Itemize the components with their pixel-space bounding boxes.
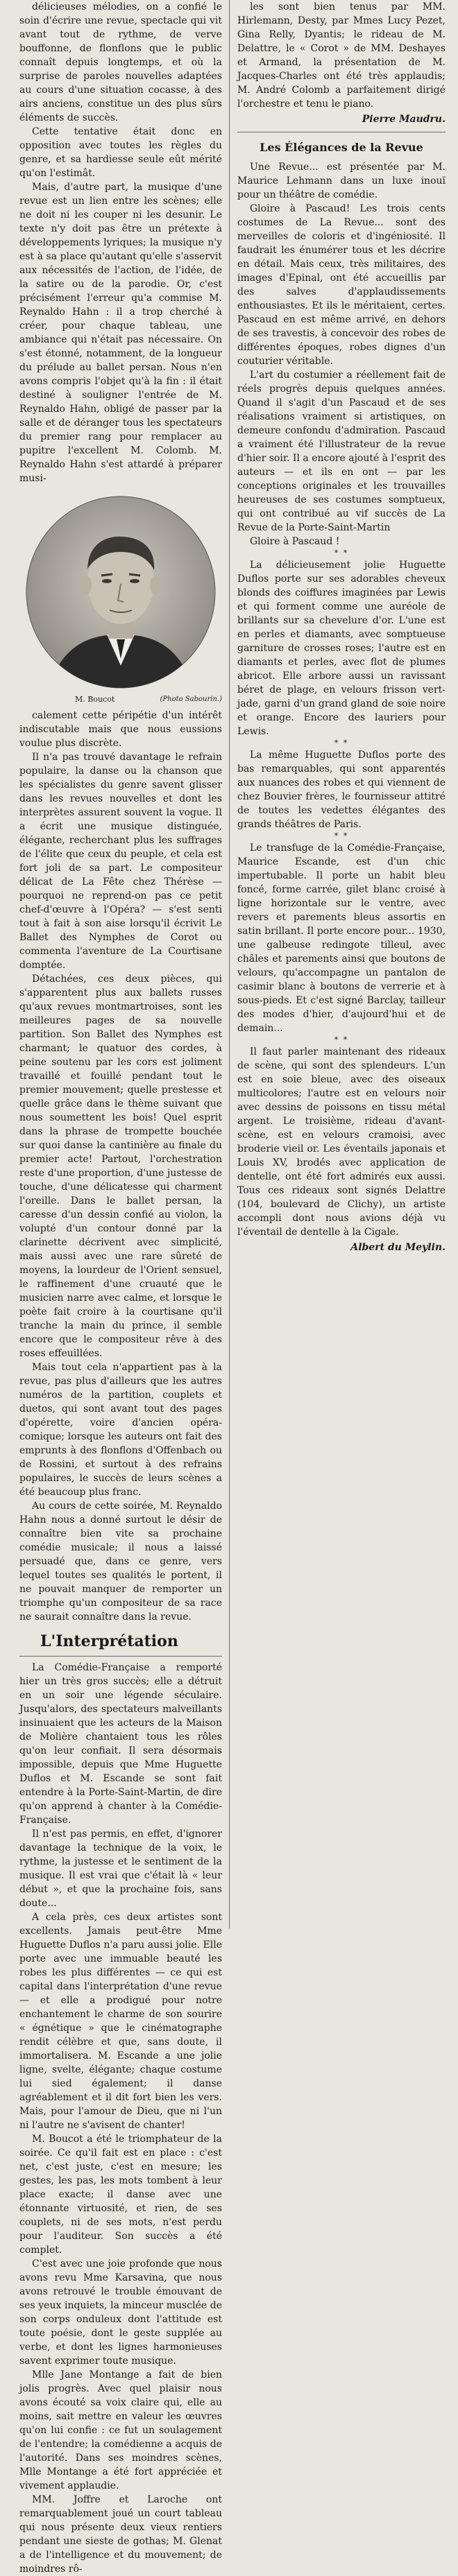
paragraph: Il n'est pas permis, en effet, d'ignorer davantage la technique de la voix, le rythme, la justesse et le sentiment de la musique. Il est vrai que c'était là « leur début », et que la prochaine fois, sans doute... (19, 1829, 222, 1909)
paragraph: Mais, d'autre part, la musique d'une revue est un lien entre les scènes; elle ne doit ni les couper ni les desunir. Le texte n'y doit pas être un prétexte à développements lyriques; la musique n'y est à sa place qu'autant qu'elle s'asservit aux nécessités de l'action, de l'idée, de la satire ou de la parodie. Or, c'est précisément l'erreur qu'a commise M. Reynaldo Hahn : il a trop cherché à créer, pour chaque tableau, une ambiance qui n'était pas nécessaire. On s'est étonné, notamment, de la longueur du prélude au ballet persan. Nous n'en avons compris l'objet qu'à la fin : il était destiné à souligner l'entrée de M. Reynaldo Hahn, obligé de passer par la salle et de déranger tous les spectateurs du premier rang pour remplacer au pupitre l'excellent M. Colomb. M. Reynaldo Hahn s'est attardé à préparer musi- (19, 182, 222, 484)
right-column (237, 0, 446, 1928)
separator-stars: * * (334, 738, 349, 747)
paragraph: La Comédie-Française a remporté hier un très gros succès; elle a détruit en un soir une légende séculaire. Jusqu'alors, des spectateurs malveillants insinuaient que les acteurs de la Maison de Molière chantaient tous les rôles qu'on leur confiait. Il sera désormais impossible, depuis que Mme Huguette Duflos et M. Escande se sont fait entendre à la Porte-Saint-Martin, de dire qu'on apprend à chanter à la Comédie-Française. (19, 1662, 222, 1826)
section-title-interpretation: L'Interprétation (40, 1632, 178, 1650)
paragraph: les sont bien tenus par MM. Hirlemann, Desty, par Mmes Lucy Pezet, Gina Relly, Dyantis; le rideau de M. Delattre, le « Corot » de MM. Deshayes et Armand, la présentation de M. Jacques-Charles ont été très applaudis; M. André Colomb a parfaitement dirigé l'orchestre et tenu le piano. (237, 1, 446, 110)
paragraph: M. Boucot a été le triomphateur de la soirée. Ce qu'il fait est en place : c'est net, c'est juste, c'est en mesure; les gestes, les pas, les mots tombent à leur place exacte; il danse avec une étonnante virtuosité, et rien, de ses couplets, ni de ses mots, n'est perdu pour l'auditeur. Son succès a été complet. (19, 2134, 222, 2256)
section-divider (19, 1656, 222, 1657)
paragraph: La même Huguette Duflos porte des bas remarquables, qui sont apparentés aux nuances des robes et qui viennent de chez Bouvier frères, le fournisseur attitré de toutes les vedettes élégantes des grands théâtres de Paris. (237, 750, 446, 830)
paragraph: Au cours de cette soirée, M. Reynaldo Hahn nous a donné surtout le désir de connaître bien vite sa prochaine comédie musicale; il nous a laissé persuadé que, dans ce genre, vers lequel toutes ses qualités le portent, il ne pouvait manquer de remporter un triomphe qu'un compositeur de sa race ne saurait connaître dans la revue. (19, 1501, 222, 1623)
paragraph: Il faut parler maintenant des rideaux de scène, qui sont des splendeurs. L'un est en soie bleue, avec des oiseaux multicolores; l'autre est en velours noir avec dessins de poissons en tissu métal argent. Le troisième, rideau d'avant-scène, est en velours cramoisi, avec broderie vieil or. Les éventails japonais et Louis XV, brodés avec application de dentelle, ont été fort admirés eux aussi. Tous ces rideaux sont signés Delattre (104, boulevard de Clichy), un artiste accompli dont nous avions déjà vu l'éventail de dentelle à la Cigale. (237, 1046, 446, 1238)
paragraph: calement cette péripétie d'un intérêt indiscutable mais que nous eussions voulue plus discrète. (19, 710, 222, 749)
paragraph: Mlle Jane Montange a fait de bien jolis progrès. Avec quel plaisir nous avons écouté sa voix claire qui, elle au moins, sait mettre en valeur les œuvres qu'on lui confie : ce fut un soulagement de l'entendre; la comédienne a acquis de l'autorité. Dans ses moindres scènes, Mlle Montange a été fort appréciée et vivement applaudie. (19, 2369, 222, 2491)
boucot-portrait (19, 492, 222, 692)
portrait-photo (19, 492, 222, 692)
paragraph: délicieuses mélodies, on a confié le soin d'écrire une revue, spectacle qui vit avant tout de rythme, de verve bouffonne, de flonflons que le public connaît depuis longtemps, et où la surprise de paroles nouvelles adaptées au cours d'une situation cocasse, à des airs anciens, constitue un des plus sûrs éléments de succès. (19, 1, 222, 123)
column-divider (229, 0, 230, 1928)
section-title-elegances: Les Élégances de la Revue (260, 141, 423, 154)
author-signature: Albert du Meylin. (350, 1242, 446, 1253)
caption-name: M. Boucot (75, 695, 115, 704)
paragraph: Détachées, ces deux pièces, qui s'apparentent plus aux ballets russes qu'aux revues montmartroises, sont les meilleures pages de sa nouvelle partition. Son Ballet des Nymphes est charmant; le quatuor des cordes, à peine soutenu par les cors est joliment travaillé et fouillé pendant tout le premier mouvement; quelle prestesse et quelle grâce dans le thème suivant que nous soumettent les bois! Quel esprit dans la phrase de trompette bouchée sur quoi danse la cantinière au finale du premier acte! Partout, l'orchestration reste d'une proportion, d'une justesse de touche, d'une délicatesse qui charment l'oreille. Dans le ballet persan, la caresse d'un dessin confié au violon, la volupté d'un contour donné par la clarinette décrivent avec simplicité, mais aussi avec une rare sûreté de moyens, la lourdeur de l'Orient sensuel, le raffinement d'une cruauté que le musicien narre avec calme, et lorsque le poète fait croire à la courtisane qu'il tranche la main du prince, il semble encore que le compositeur rêve à des roses effeuillées. (19, 974, 222, 1359)
paragraph: Il n'a pas trouvé davantage le refrain populaire, la danse ou la chanson que les spécialistes du genre savent glisser dans les revues nouvelles et dont les interprètes assurent souvent la vogue. Il a écrit une musique distinguée, élégante, recherchant plus les suffrages de l'élite que ceux du peuple, et cela est fort joli de sa part. Le compositeur délicat de La Fête chez Thérèse — pourquoi ne reprend-on pas ce petit chef-d'œuvre à l'Opéra? — s'est senti tout à fait à son aise lorsqu'il écrivit Le Ballet des Nymphes de Corot ou commenta l'aventure de La Courtisane domptée. (19, 752, 222, 971)
paragraph: L'art du costumier a réellement fait de réels progrès depuis quelques années. Quand il s'agit d'un Pascaud et de ses réalisations vraiment si artistiques, on demeure confondu d'admiration. Pascaud a vraiment été l'illustrateur de la revue d'hier soir. Il a encore ajouté à l'esprit des auteurs — et ils en ont — par les conceptions originales et les trouvailles heureuses de ses costumes somptueux, qui ont contribué au vif succès de La Revue de la Porte-Saint-Martin (237, 370, 446, 533)
paragraph: A cela près, ces deux artistes sont excellents. Jamais peut-être Mme Huguette Duflos n'a paru aussi jolie. Elle porte avec une immuable beauté les robes les plus différentes — ce qui est capital dans l'interprétation d'une revue — et elle a prodigué pour notre enchantement le charme de son sourire « égnétique » que le cinématographe rendit célèbre et que, sans doute, il immortalisera. M. Escande a une jolie ligne, svelte, élégante; chaque costume lui sied également; il danse agréablement et il dit fort bien les vers. Mais, pour l'amour de Dieu, que ni l'un ni l'autre ne s'avisent de chanter! (19, 1912, 222, 2131)
paragraph: Mais tout cela n'appartient pas à la revue, pas plus d'ailleurs que les autres numéros de la partition, couplets et duetos, qui sont avant tout des pages d'opérette, voire d'ancien opéra-comique; lorsque les auteurs ont fait des emprunts à des flonflons d'Offenbach ou de Rossini, et surtout à des refrains populaires, le succès de leurs scènes a été beaucoup plus franc. (19, 1362, 222, 1498)
paragraph: Gloire à Pascaud ! (250, 536, 340, 547)
paragraph: La délicieusement jolie Huguette Duflos porte sur ses adorables cheveux blonds des coiffures imaginées par Lewis et qui forment comme une auréole de brillants sur sa chevelure d'or. L'une est en perles et diamants, avec somptueuse garniture de crosses roses; l'autre est en diamants et perles, avec flot de plumes abricot. Elle arbore aussi un ravissant béret de plage, en velours frisson vert-jade, garni d'un grand gland de soie noire et orange. Encore des lauriers pour Lewis. (237, 560, 446, 737)
caption-credit: (Photo Sabourin.) (160, 695, 222, 703)
paragraph: Le transfuge de la Comédie-Française, Maurice Escande, est d'un chic impertubable. Il porte un habit bleu foncé, forme carrée, gilet blanc croisé à ligne horizontale sur le ventre, avec revers et parements bleus assortis en satin brillant. Il porte encore pour... 1930, une galbeuse redingote tilleul, avec châles et parements ainsi que boutons de velours, qu'accompagne un pantalon de casimir blanc à boutons de verrerie et à sous-pieds. Et c'est signé Barclay, tailleur des modes d'hier, d'aujourd'hui et de demain... (237, 842, 446, 1034)
paragraph: Une Revue... est présentée par M. Maurice Lehmann dans un luxe inouï pour un théâtre de comédie. (237, 162, 446, 200)
left-column (19, 0, 222, 2575)
separator-stars: * * (334, 548, 349, 557)
paragraph: Cette tentative était donc en opposition avec toutes les règles du genre, et sa hardiesse seule eût mérité qu'on l'estimât. (19, 126, 222, 179)
paragraph: MM. Joffre et Laroche ont remarquablement joué un court tableau qui nous présente deux vieux rentiers pendant une sieste de gothas; M. Glenat a de l'intelligence et du mouvement; de moindres rô- (19, 2494, 222, 2575)
paragraph: Gloire à Pascaud! Les trois cents costumes de La Revue... sont des merveilles de coloris et d'ingéniosité. Il faudrait les énumérer tous et les décrire en détail. Mais ceux, très militaires, des images d'Epinal, ont été accueillis par des salves d'applaudissements enthousiastes. Et ils le méritaient, certes. Pascaud en est même arrivé, en dehors de ses travestis, à concevoir des robes de différentes époques, robes dignes d'un couturier véritable. (237, 203, 446, 367)
separator-stars: * * (334, 1035, 349, 1044)
photo-caption (19, 695, 222, 704)
author-signature: Pierre Maudru. (362, 114, 446, 125)
paragraph: C'est avec une joie profonde que nous avons revu Mme Karsavina, que nous avons retrouvé le trouble émouvant de ses yeux inquiets, la minceur musclée de son corps onduleux dont l'attitude est toute poésie, dont le geste supplée au verbe, et dont les lignes harmonieuses savent exprimer toute musique. (19, 2258, 222, 2367)
separator-stars: * * (334, 831, 349, 840)
